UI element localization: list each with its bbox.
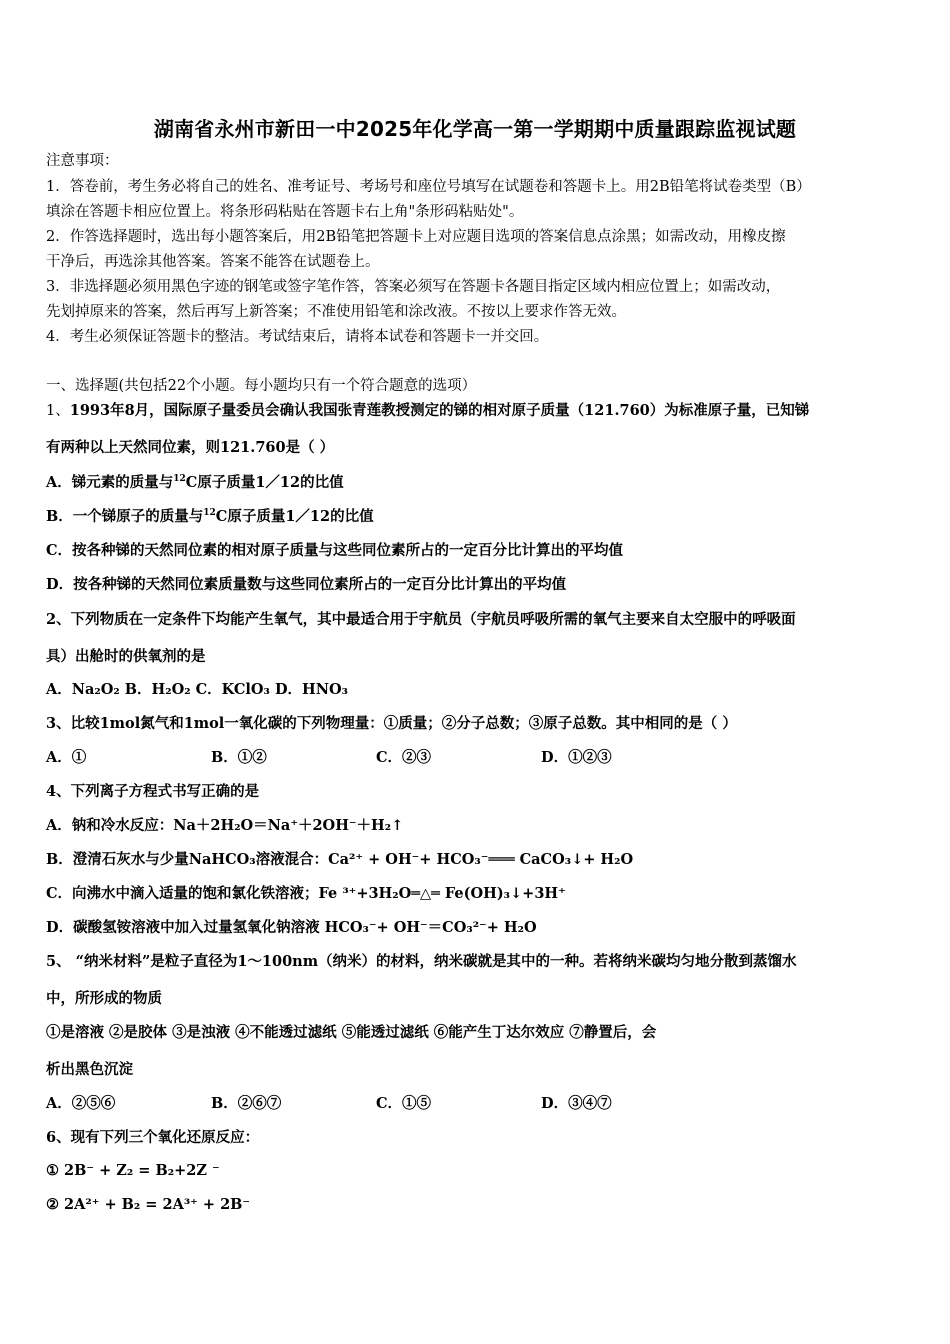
notice-heading: 注意事项： [46, 153, 119, 169]
superscript: 12 [203, 508, 216, 519]
question-2-stem: 2、下列物质在一定条件下均能产生氧气，其中最适合用于宇航员（宇航员呼吸所需的氧气主要来自太空服中的呼吸面 [46, 611, 796, 628]
q5-statements: ①是溶液 ②是胶体 ③是浊液 ④不能透过滤纸 ⑤能透过滤纸 ⑥能产生丁达尔效应 ⑦静置后，会 [46, 1024, 657, 1041]
notice-line: 4．考生必须保证答题卡的整洁。考试结束后，请将本试卷和答题卡一并交回。 [46, 329, 549, 345]
option-text: A．锑元素的质量与 [46, 474, 174, 491]
q3-option-b: B．①② [211, 749, 267, 766]
q1-option-c: C．按各种锑的天然同位素的相对原子质量与这些同位素所占的一定百分比计算出的平均值 [46, 542, 624, 559]
notice-line: 填涂在答题卡相应位置上。将条形码粘贴在答题卡右上角"条形码粘贴处"。 [46, 204, 524, 220]
q4-option-b: B．澄清石灰水与少量NaHCO₃溶液混合：Ca²⁺ + OH⁻+ HCO₃⁻═══ CaCO₃↓+ H₂O [46, 851, 634, 868]
question-5-stem-cont: 中，所形成的物质 [46, 990, 162, 1007]
q6-reaction-2: ② 2A²⁺ + B₂ = 2A³⁺ + 2B⁻ [46, 1196, 251, 1213]
q5-option-a: A．②⑤⑥ [46, 1095, 116, 1112]
question-4-stem: 4、下列离子方程式书写正确的是 [46, 783, 260, 800]
q5-statements-cont: 析出黑色沉淀 [46, 1061, 133, 1078]
q6-reaction-1: ① 2B⁻ + Z₂ = B₂+2Z ⁻ [46, 1162, 220, 1179]
q3-option-d: D．①②③ [541, 749, 612, 766]
q5-options [46, 1094, 906, 1114]
q1-option-a [46, 473, 344, 493]
q3-options [46, 748, 906, 768]
q5-option-d: D．③④⑦ [541, 1095, 612, 1112]
q1-option-d: D．按各种锑的天然同位素质量数与这些同位素所占的一定百分比计算出的平均值 [46, 576, 567, 593]
question-2-stem-cont: 具）出舱时的供氧剂的是 [46, 648, 206, 665]
q3-option-c: C．②③ [376, 749, 432, 766]
notice-line: 先划掉原来的答案，然后再写上新答案；不准使用铅笔和涂改液。不按以上要求作答无效。 [46, 304, 626, 320]
question-5-stem: 5、 “纳米材料”是粒子直径为1～100nm（纳米）的材料，纳米碳就是其中的一种。若将纳米碳均匀地分散到蒸馏水 [46, 953, 797, 970]
q4-option-a: A．钠和冷水反应：Na＋2H₂O＝Na⁺＋2OH⁻＋H₂↑ [46, 817, 404, 834]
question-1-stem-cont: 有两种以上天然同位素，则121.760是（ ） [46, 439, 335, 456]
option-text: C原子质量1／12的比值 [185, 474, 344, 491]
question-number: 1、 [46, 403, 70, 419]
q5-option-c: C．①⑤ [376, 1095, 432, 1112]
q3-option-a: A．① [46, 749, 87, 766]
q1-option-b [46, 507, 374, 527]
question-text: 1993年8月，国际原子量委员会确认我国张青莲教授测定的锑的相对原子质量（121.760）为标准原子量，已知锑 [69, 402, 810, 419]
notice-line: 3．非选择题必须用黑色字迹的钢笔或签字笔作答，答案必须写在答题卡各题目指定区域内相应位置上；如需改动， [46, 279, 781, 295]
q4-option-d: D．碳酸氢铵溶液中加入过量氢氧化钠溶液 HCO₃⁻+ OH⁻＝CO₃²⁻+ H₂O [46, 919, 537, 936]
notice-line: 2．作答选择题时，选出每小题答案后，用2B铅笔把答题卡上对应题目选项的答案信息点涂黑；如需改动，用橡皮擦 [46, 229, 786, 245]
q2-options: A．Na₂O₂ B．H₂O₂ C．KClO₃ D．HNO₃ [46, 681, 348, 698]
section-heading: 一、选择题(共包括22个小题。每小题均只有一个符合题意的选项） [46, 378, 477, 394]
notice-line: 干净后，再选涂其他答案。答案不能答在试题卷上。 [46, 254, 380, 270]
option-text: B．一个锑原子的质量与 [46, 508, 204, 525]
question-3-stem: 3、比较1mol氮气和1mol一氧化碳的下列物理量：①质量；②分子总数；③原子总数。其中相同的是（ ） [46, 715, 737, 732]
option-text: C原子质量1／12的比值 [215, 508, 374, 525]
question-1-stem [46, 401, 809, 421]
notice-line: 1．答卷前，考生务必将自己的姓名、准考证号、考场号和座位号填写在试题卷和答题卡上。用2B铅笔将试卷类型（B） [46, 179, 811, 195]
q5-option-b: B．②⑥⑦ [211, 1095, 282, 1112]
question-6-stem: 6、现有下列三个氧化还原反应： [46, 1129, 260, 1146]
page-title: 湖南省永州市新田一中2025年化学高一第一学期期中质量跟踪监视试题 [153, 117, 797, 141]
superscript: 12 [173, 474, 186, 485]
q4-option-c: C．向沸水中滴入适量的饱和氯化铁溶液；Fe ³⁺+3H₂O═△═ Fe(OH)₃↓+3H⁺ [46, 885, 566, 902]
